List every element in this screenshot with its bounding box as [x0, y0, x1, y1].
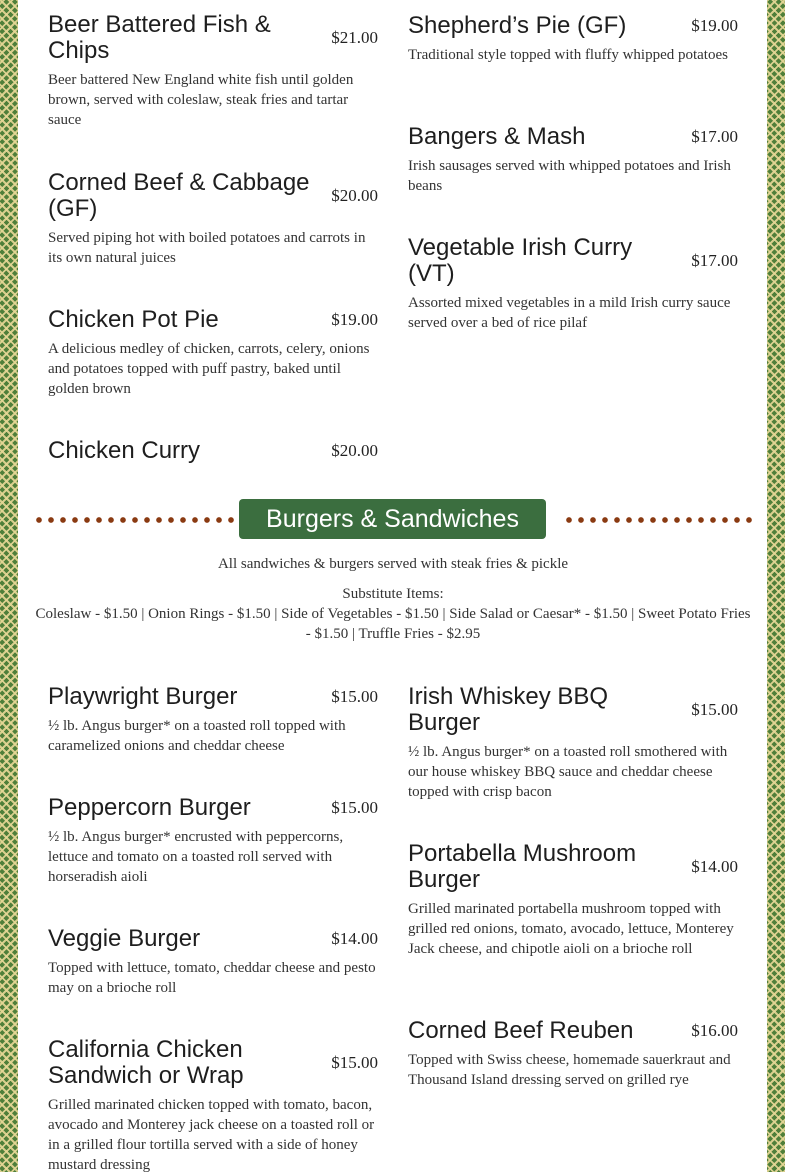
item-name: Chicken Curry — [48, 437, 201, 464]
item-price: $14.00 — [691, 857, 738, 876]
menu-item-fish-chips — [48, 12, 378, 130]
menu-item-corned-beef-reuben — [408, 1018, 738, 1090]
item-name: Portabella Mushroom Burger — [408, 840, 637, 893]
item-name: Chicken Pot Pie — [48, 306, 219, 333]
item-name: Playwright Burger — [48, 683, 238, 710]
menu-item-playwright-burger — [48, 684, 378, 756]
item-description: Served piping hot with boiled potatoes and carrots in its own natural juices — [48, 230, 366, 266]
item-price: $15.00 — [691, 700, 738, 719]
menu-item-peppercorn-burger — [48, 795, 378, 887]
item-price: $19.00 — [691, 16, 738, 35]
menu-item-whiskey-bbq-burger — [408, 684, 738, 802]
menu-item-chicken-curry — [48, 438, 378, 464]
item-price: $14.00 — [331, 929, 378, 948]
item-price: $21.00 — [331, 28, 378, 47]
item-name: Beer Battered Fish & Chips — [48, 11, 271, 64]
menu-item-portabella-burger — [408, 841, 738, 959]
section-note: All sandwiches & burgers served with steak fries & pickle — [217, 556, 569, 572]
item-price: $15.00 — [331, 687, 378, 706]
divider-dots-right — [563, 516, 755, 524]
item-price: $17.00 — [691, 127, 738, 146]
item-description: Topped with Swiss cheese, homemade sauerkraut and Thousand Island dressing served on grilled rye — [408, 1052, 731, 1088]
item-name: California Chicken Sandwich or Wrap — [48, 1036, 244, 1089]
item-price: $15.00 — [331, 1053, 378, 1072]
item-description: A delicious medley of chicken, carrots, celery, onions and potatoes topped with puff pastry, baked until golden brown — [48, 341, 370, 397]
item-description: Topped with lettuce, tomato, cheddar cheese and pesto may on a brioche roll — [48, 960, 376, 996]
menu-item-corned-beef-cabbage — [48, 170, 378, 268]
item-name: Vegetable Irish Curry (VT) — [408, 234, 633, 287]
item-description: ½ lb. Angus burger* on a toasted roll smothered with our house whiskey BBQ sauce and cheddar cheese topped with crisp bacon — [408, 744, 728, 800]
item-name: Corned Beef Reuben — [408, 1017, 634, 1044]
item-description: Irish sausages served with whipped potatoes and Irish beans — [408, 158, 731, 194]
menu-item-chicken-pot-pie — [48, 307, 378, 399]
item-description: Grilled marinated portabella mushroom topped with grilled red onions, tomato, avocado, lettuce, Monterey Jack cheese, and chipotle aioli on a brioche roll — [408, 901, 734, 957]
item-price: $20.00 — [331, 186, 378, 205]
menu-item-veggie-burger — [48, 926, 378, 998]
menu-item-vegetable-curry — [408, 235, 738, 333]
item-price: $16.00 — [691, 1021, 738, 1040]
substitute-list: Coleslaw - $1.50 | Onion Rings - $1.50 | Side of Vegetables - $1.50 | Side Salad or Caesar* - $1.50 | Sweet Potato Fries - $1.50 | Truffle Fries - $2.95 — [35, 606, 751, 642]
item-description: Beer battered New England white fish until golden brown, served with coleslaw, steak fries and tartar sauce — [48, 72, 354, 128]
item-description: Traditional style topped with fluffy whipped potatoes — [408, 47, 728, 63]
divider-dots-left — [33, 516, 239, 524]
substitute-label: Substitute Items: — [342, 586, 444, 602]
menu-item-bangers-mash — [408, 124, 738, 196]
item-price: $17.00 — [691, 251, 738, 270]
item-description: ½ lb. Angus burger* on a toasted roll topped with caramelized onions and cheddar cheese — [48, 718, 346, 754]
item-name: Corned Beef & Cabbage (GF) — [48, 169, 310, 222]
item-name: Peppercorn Burger — [48, 794, 251, 821]
item-price: $15.00 — [331, 798, 378, 817]
item-description: Grilled marinated chicken topped with tomato, bacon, avocado and Monterey jack cheese on a toasted roll or in a grilled flour tortilla served with a side of honey mustard dressing — [48, 1097, 375, 1172]
item-price: $19.00 — [331, 310, 378, 329]
item-name: Veggie Burger — [48, 925, 201, 952]
item-price: $20.00 — [331, 441, 378, 460]
menu-item-california-chicken — [48, 1037, 378, 1172]
item-name: Irish Whiskey BBQ Burger — [408, 683, 609, 736]
item-description: ½ lb. Angus burger* encrusted with peppercorns, lettuce and tomato on a toasted roll served with horseradish aioli — [48, 829, 344, 885]
menu-item-shepherds-pie — [408, 13, 738, 65]
item-name: Shepherd’s Pie (GF) — [408, 12, 627, 39]
item-description: Assorted mixed vegetables in a mild Irish curry sauce served over a bed of rice pilaf — [408, 295, 731, 331]
section-title-burgers-sandwiches: Burgers & Sandwiches — [239, 499, 546, 539]
item-name: Bangers & Mash — [408, 123, 586, 150]
menu-page — [18, 0, 767, 1172]
